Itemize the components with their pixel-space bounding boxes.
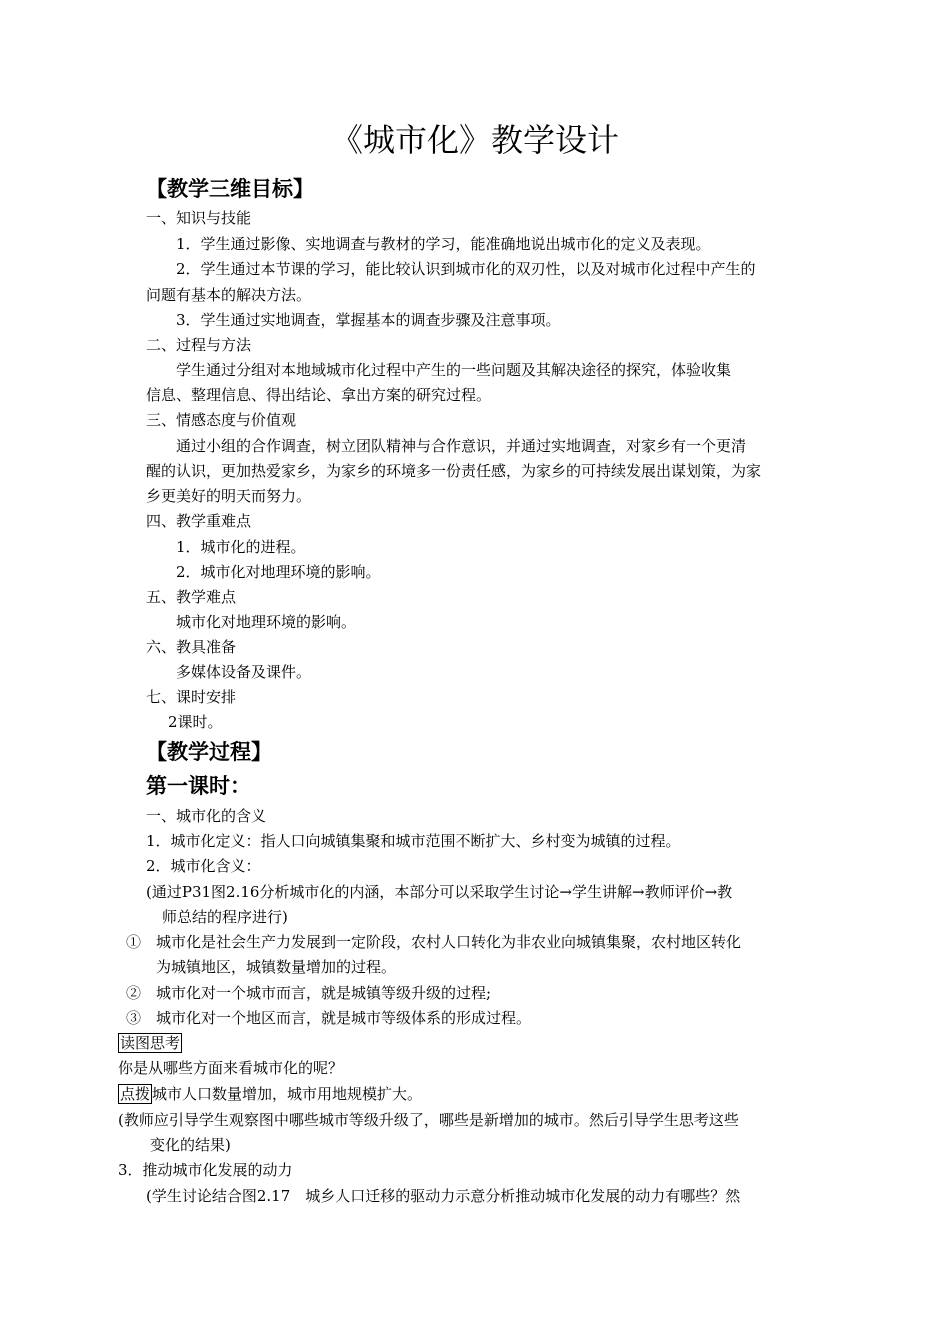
difficulty-text: 城市化对地理环境的影响。 <box>176 613 357 631</box>
teaching-note-1-cont: 师总结的程序进行) <box>162 908 288 926</box>
question-text: 你是从哪些方面来看城市化的呢？ <box>118 1059 344 1077</box>
goal-knowledge-item-2-cont: 问题有基本的解决方法。 <box>146 286 312 304</box>
circled-item-2: ② 城市化对一个城市而言，就是城镇等级升级的过程; <box>126 984 492 1002</box>
goal-heading-attitude: 三、情感态度与价值观 <box>146 411 297 429</box>
section-heading-process: 【教学过程】 <box>146 740 272 764</box>
section-heading-goals: 【教学三维目标】 <box>146 177 314 201</box>
key-point-1: 1．城市化的进程。 <box>176 538 306 556</box>
circled-item-1: ① 城市化是社会生产力发展到一定阶段，农村人口转化为非农业向城镇集聚，农村地区转化 <box>126 933 742 951</box>
key-point-2: 2．城市化对地理环境的影响。 <box>176 563 381 581</box>
schedule-text: 2课时。 <box>168 713 223 731</box>
lesson-heading: 第一课时： <box>146 774 251 798</box>
read-figure-label <box>118 1033 182 1053</box>
goal-heading-difficulty: 五、教学难点 <box>146 588 237 606</box>
goal-heading-key-points: 四、教学重难点 <box>146 512 252 530</box>
goal-attitude-text-cont-2: 乡更美好的明天而努力。 <box>146 487 312 505</box>
goal-process-text-cont: 信息、整理信息、得出结论、拿出方案的研究过程。 <box>146 386 492 404</box>
hint-box: 点拨 <box>120 1085 151 1103</box>
document-title: 《城市化》教学设计 <box>330 121 619 159</box>
hint-answer: 城市人口数量增加，城市用地规模扩大。 <box>152 1085 423 1103</box>
definition-item-1: 1．城市化定义：指人口向城镇集聚和城市范围不断扩大、乡村变为城镇的过程。 <box>146 832 681 850</box>
materials-text: 多媒体设备及课件。 <box>176 663 312 681</box>
teaching-note-2-cont: 变化的结果) <box>150 1136 231 1154</box>
goal-attitude-text: 通过小组的合作调查，树立团队精神与合作意识，并通过实地调查，对家乡有一个更清 <box>176 437 747 455</box>
goal-heading-materials: 六、教具准备 <box>146 638 237 656</box>
read-figure-box: 读图思考 <box>120 1034 181 1052</box>
goal-heading-schedule: 七、课时安排 <box>146 688 237 706</box>
process-heading-meaning: 一、城市化的含义 <box>146 807 267 825</box>
teaching-note-3: (学生讨论结合图2.17 城乡人口迁移的驱动力示意分析推动城市化发展的动力有哪些？然 <box>146 1187 741 1205</box>
goal-heading-knowledge: 一、知识与技能 <box>146 209 252 227</box>
circled-item-3: ③ 城市化对一个地区而言，就是城市等级体系的形成过程。 <box>126 1009 532 1027</box>
goal-knowledge-item-1: 1．学生通过影像、实地调查与教材的学习，能准确地说出城市化的定义及表现。 <box>176 235 711 253</box>
definition-item-3: 3．推动城市化发展的动力 <box>118 1161 293 1179</box>
goal-knowledge-item-3: 3．学生通过实地调查，掌握基本的调查步骤及注意事项。 <box>176 311 561 329</box>
hint-line <box>118 1084 422 1104</box>
circled-item-1-cont: 为城镇地区，城镇数量增加的过程。 <box>156 958 397 976</box>
goal-knowledge-item-2: 2．学生通过本节课的学习，能比较认识到城市化的双刃性，以及对城市化过程中产生的 <box>176 260 756 278</box>
teaching-note-2: (教师应引导学生观察图中哪些城市等级升级了，哪些是新增加的城市。然后引导学生思考这些 <box>118 1111 739 1129</box>
definition-item-2: 2．城市化含义： <box>146 857 261 875</box>
goal-process-text: 学生通过分组对本地域城市化过程中产生的一些问题及其解决途径的探究，体验收集 <box>176 361 732 379</box>
goal-attitude-text-cont-1: 醒的认识，更加热爱家乡，为家乡的环境多一份责任感，为家乡的可持续发展出谋划策，为家 <box>146 462 762 480</box>
goal-heading-process: 二、过程与方法 <box>146 336 252 354</box>
teaching-note-1: (通过P31图2.16分析城市化的内涵，本部分可以采取学生讨论→学生讲解→教师评价→教 <box>146 883 733 901</box>
